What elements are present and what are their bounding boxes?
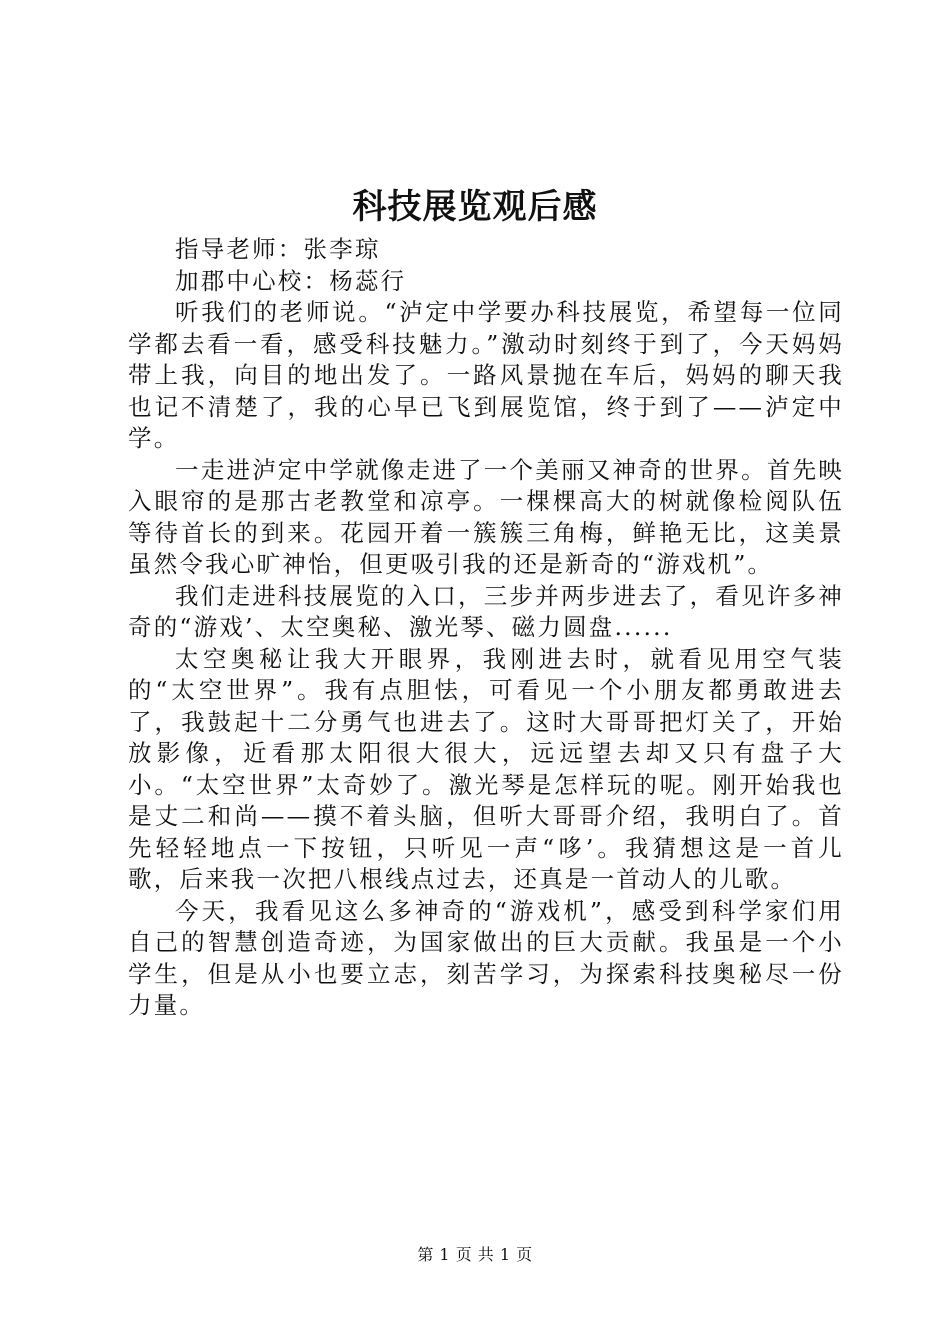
- document-title: 科技展览观后感: [352, 187, 598, 227]
- paragraph: 听我们的老师说。“泸定中学要办科技展览，希望每一位同学都去看一看，感受科技魅力。”激动时刻终于到了，今天妈妈带上我，向目的地出发了。一路风景抛在车后，妈妈的聊天我也记不清楚了，我的心早已飞到展览馆，终于到了——泸定中学。: [128, 298, 844, 452]
- paragraph: 太空奥秘让我大开眼界，我刚进去时，就看见用空气装的“太空世界”。我有点胆怯，可看见一个小朋友都勇敢进去了，我鼓起十二分勇气也进去了。这时大哥哥把灯关了，开始放影像，近看那太阳很大很大，远远望去却又只有盘子大小。“太空世界”太奇妙了。激光琴是怎样玩的呢。刚开始我也是丈二和尚——摸不着头脑，但听大哥哥介绍，我明白了。首先轻轻地点一下按钮，只听见一声“哆’。我猜想这是一首儿歌，后来我一次把八根线点过去，还真是一首动人的儿歌。: [128, 644, 844, 893]
- paragraph: 一走进泸定中学就像走进了一个美丽又神奇的世界。首先映入眼帘的是那古老教堂和凉亭。一棵棵高大的树就像检阅队伍等待首长的到来。花园开着一簇簇三角梅，鲜艳无比，这美景虽然令我心旷神怡，但更吸引我的还是新奇的“游戏机”。: [128, 455, 844, 578]
- page-number-footer: 第 1 页 共 1 页: [417, 1245, 533, 1264]
- school-line: 加郡中心校：杨蕊行: [175, 266, 407, 295]
- paragraph: 我们走进科技展览的入口，三步并两步进去了，看见许多神奇的“游戏’、太空奥秘、激光琴、磁力圆盘......: [128, 581, 844, 641]
- document-body: [128, 234, 844, 1022]
- paragraph: 今天，我看见这么多神奇的“游戏机”，感受到科学家们用自己的智慧创造奇迹，为国家做出的巨大贡献。我虽是一个小学生，但是从小也要立志，刻苦学习，为探索科技奥秘尽一份力量。: [128, 896, 844, 1019]
- teacher-line: 指导老师：张李琼: [175, 235, 381, 263]
